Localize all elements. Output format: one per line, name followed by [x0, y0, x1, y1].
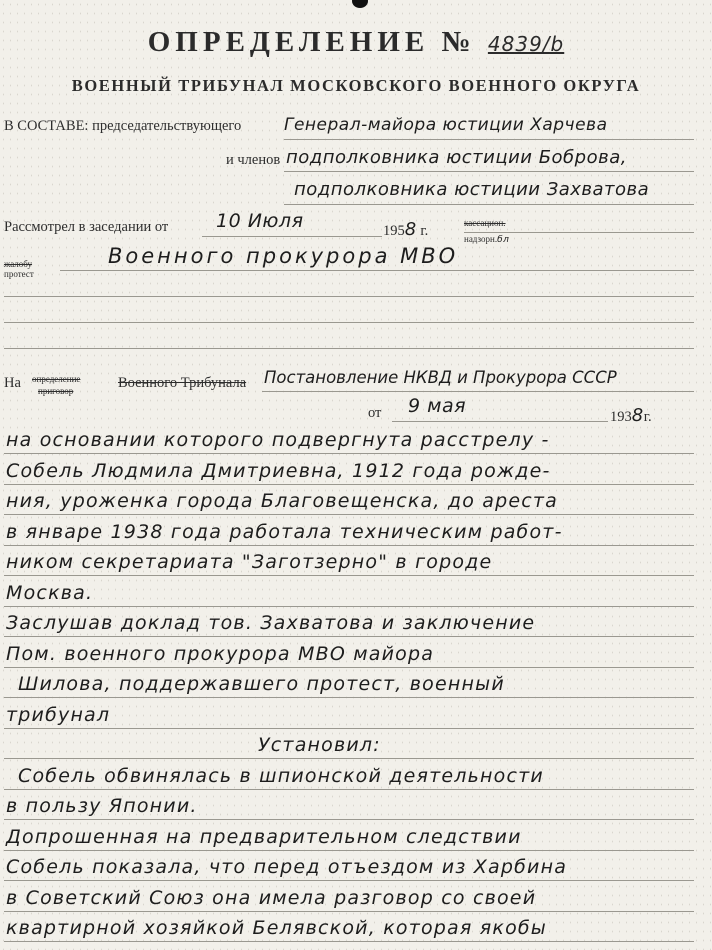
chairman-line: [284, 139, 694, 140]
verdict-date: 9 мая: [408, 395, 467, 417]
title-text: ОПРЕДЕЛЕНИЕ №: [147, 26, 476, 58]
supervisory-option: надзорн.: [464, 234, 498, 244]
member-2: подполковника юстиции Захватова: [294, 179, 650, 200]
body-line: Установил:: [258, 734, 381, 756]
blank-line-3: [4, 348, 694, 349]
body-rule: [4, 667, 694, 668]
document-title: [0, 26, 712, 59]
verdict-year-suffix: 8: [631, 405, 644, 426]
sentence-option: приговор: [38, 386, 74, 396]
body-line: Допрошенная на предварительном следствии: [6, 825, 522, 848]
body-line: Собель обвинялась в шпионской деятельности: [18, 764, 544, 787]
body-line: в пользу Японии.: [6, 795, 198, 817]
body-line: квартирной хозяйкой Белявской, которая якобы: [6, 917, 548, 939]
protest-line: [60, 270, 694, 271]
body-line: трибунал: [6, 703, 111, 726]
body-rule: [4, 941, 694, 942]
verdict-year-prefix: 193: [610, 409, 632, 425]
body-rule: [4, 575, 694, 576]
members-label: и членов: [226, 152, 281, 168]
body-line: в Советский Союз она имела разговор со своей: [6, 886, 537, 909]
composition-label: В СОСТАВЕ: председательствующего: [4, 118, 242, 134]
body-rule: [4, 545, 694, 546]
session-year-prefix: 195: [383, 223, 405, 239]
body-rule: [4, 789, 694, 790]
body-rule: [4, 850, 694, 851]
body-line: Шилова, поддержавшего протест, военный: [18, 673, 505, 695]
member-2-line: [284, 204, 694, 205]
body-rule: [4, 819, 694, 820]
from-label: от: [368, 405, 382, 421]
body-rule: [4, 758, 694, 759]
session-right-line: [464, 232, 694, 233]
cassation-option: кассацион.: [464, 218, 506, 228]
military-tribunal-label: Военного Трибунала: [118, 375, 247, 391]
blank-line-2: [4, 322, 694, 323]
body-rule: [4, 636, 694, 637]
session-year-suffix: 8: [404, 219, 417, 240]
body-rule: [4, 880, 694, 881]
body-line: ния, уроженка города Благовещенска, до ареста: [6, 490, 559, 512]
body-line: в январе 1938 года работала техническим работ-: [6, 520, 563, 543]
protest-option: протест: [4, 269, 34, 279]
punch-hole: [352, 0, 368, 8]
body-line: Собель показала, что перед отъездом из Харбина: [6, 856, 568, 878]
body-line: ником секретариата "Заготзерно" в городе: [6, 551, 493, 573]
session-date-line: [202, 236, 382, 237]
supervisory-hand: бл: [497, 235, 510, 245]
body-line: Заслушав доклад тов. Захватова и заключение: [6, 612, 536, 634]
body-line: на основании которого подвергнута расстрелу -: [6, 429, 550, 451]
complaint-option: жалобу: [4, 259, 33, 269]
body-rule: [4, 453, 694, 454]
body-rule: [4, 728, 694, 729]
on-label: На: [4, 375, 21, 391]
body-line: Пом. военного прокурора МВО майора: [6, 642, 435, 665]
definition-option: определение: [32, 374, 81, 384]
session-date: 10 Июля: [216, 210, 304, 232]
body-rule: [4, 606, 694, 607]
body-line: Москва.: [6, 581, 94, 604]
verdict-year-label: г.: [643, 409, 652, 425]
session-year-label: г.: [420, 223, 429, 239]
blank-line-1: [4, 296, 694, 297]
document-number: 4839/b: [487, 32, 565, 56]
body-rule: [4, 697, 694, 698]
body-rule: [4, 911, 694, 912]
verdict-date-line: [392, 421, 608, 422]
body-rule: [4, 514, 694, 515]
member-1: подполковника юстиции Боброва,: [286, 147, 627, 168]
decision-line: [262, 391, 694, 392]
decision-text: Постановление НКВД и Прокурора СССР: [264, 368, 617, 387]
member-1-line: [284, 171, 694, 172]
tribunal-name: ВОЕННЫЙ ТРИБУНАЛ МОСКОВСКОГО ВОЕННОГО ОКРУГА: [71, 76, 641, 95]
considered-label: Рассмотрел в заседании от: [4, 219, 169, 235]
protest-by: Военного прокурора МВО: [108, 244, 459, 268]
chairman-name: Генерал-майора юстиции Харчева: [284, 115, 608, 135]
body-line: Собель Людмила Дмитриевна, 1912 года рожде-: [6, 459, 551, 482]
body-rule: [4, 484, 694, 485]
